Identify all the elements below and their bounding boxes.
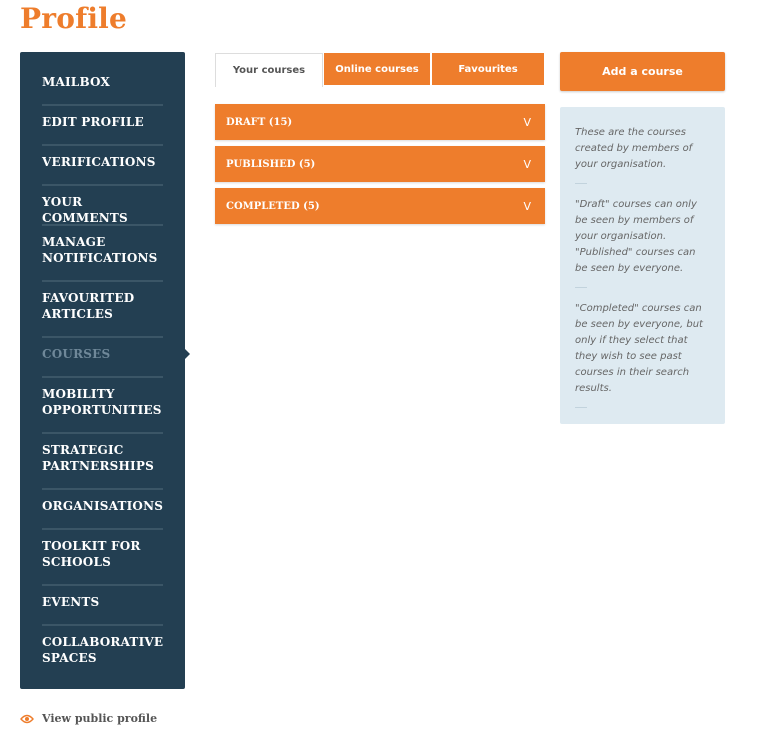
- sidebar-item-edit-profile[interactable]: EDIT PROFILE: [42, 106, 163, 146]
- sidebar-item-favourited-articles[interactable]: FAVOURITED ARTICLES: [42, 282, 163, 338]
- view-public-profile-link[interactable]: [20, 712, 157, 725]
- accordion-completed[interactable]: [215, 188, 545, 224]
- chevron-down-icon: V: [523, 115, 531, 129]
- sidebar-item-strategic-partnerships[interactable]: STRATEGIC PARTNERSHIPS: [42, 434, 163, 490]
- tab-online-courses[interactable]: Online courses: [324, 53, 430, 85]
- accordion-draft[interactable]: [215, 104, 545, 140]
- active-item-arrow-icon: [185, 349, 190, 359]
- info-paragraph: "Completed" courses can be seen by everyone, but only if they select that they wish to see past courses in their search results.: [575, 303, 703, 394]
- sidebar-item-organisations[interactable]: ORGANISATIONS: [42, 490, 163, 530]
- profile-sidebar: [20, 52, 185, 689]
- accordion-draft-label: DRAFT (15): [226, 116, 293, 128]
- course-status-accordion: [215, 104, 545, 230]
- sidebar-item-toolkit-for-schools[interactable]: TOOLKIT FOR SCHOOLS: [42, 530, 163, 586]
- tab-favourites[interactable]: Favourites: [432, 53, 544, 85]
- accordion-published-label: PUBLISHED (5): [226, 158, 316, 170]
- course-tabs: [215, 53, 545, 86]
- info-divider: [575, 183, 587, 184]
- info-divider: [575, 407, 587, 408]
- page-title: Profile: [20, 2, 128, 35]
- sidebar-item-mobility-opportunities[interactable]: MOBILITY OPPORTUNITIES: [42, 378, 163, 434]
- info-divider: [575, 287, 587, 288]
- sidebar-item-courses[interactable]: COURSES: [42, 338, 163, 378]
- tab-your-courses[interactable]: Your courses: [215, 53, 323, 87]
- sidebar-item-mailbox[interactable]: MAILBOX: [42, 66, 163, 106]
- sidebar-item-manage-notifications[interactable]: MANAGE NOTIFICATIONS: [42, 226, 163, 282]
- sidebar-item-collaborative-spaces[interactable]: COLLABORATIVE SPACES: [42, 635, 164, 665]
- courses-info-box: [560, 107, 725, 424]
- info-paragraph: These are the courses created by members of your organisation.: [575, 127, 693, 170]
- add-course-button[interactable]: Add a course: [560, 52, 725, 91]
- eye-icon: [20, 714, 34, 724]
- accordion-published[interactable]: [215, 146, 545, 182]
- view-public-profile-label: View public profile: [42, 712, 158, 725]
- sidebar-item-events[interactable]: EVENTS: [42, 586, 163, 626]
- chevron-down-icon: V: [523, 199, 531, 213]
- sidebar-item-your-comments[interactable]: YOUR COMMENTS: [42, 186, 163, 226]
- accordion-completed-label: COMPLETED (5): [226, 200, 320, 212]
- chevron-down-icon: V: [523, 157, 531, 171]
- sidebar-item-verifications[interactable]: VERIFICATIONS: [42, 146, 163, 186]
- info-paragraph: "Draft" courses can only be seen by members of your organisation. "Published" courses can be seen by everyone.: [575, 199, 697, 274]
